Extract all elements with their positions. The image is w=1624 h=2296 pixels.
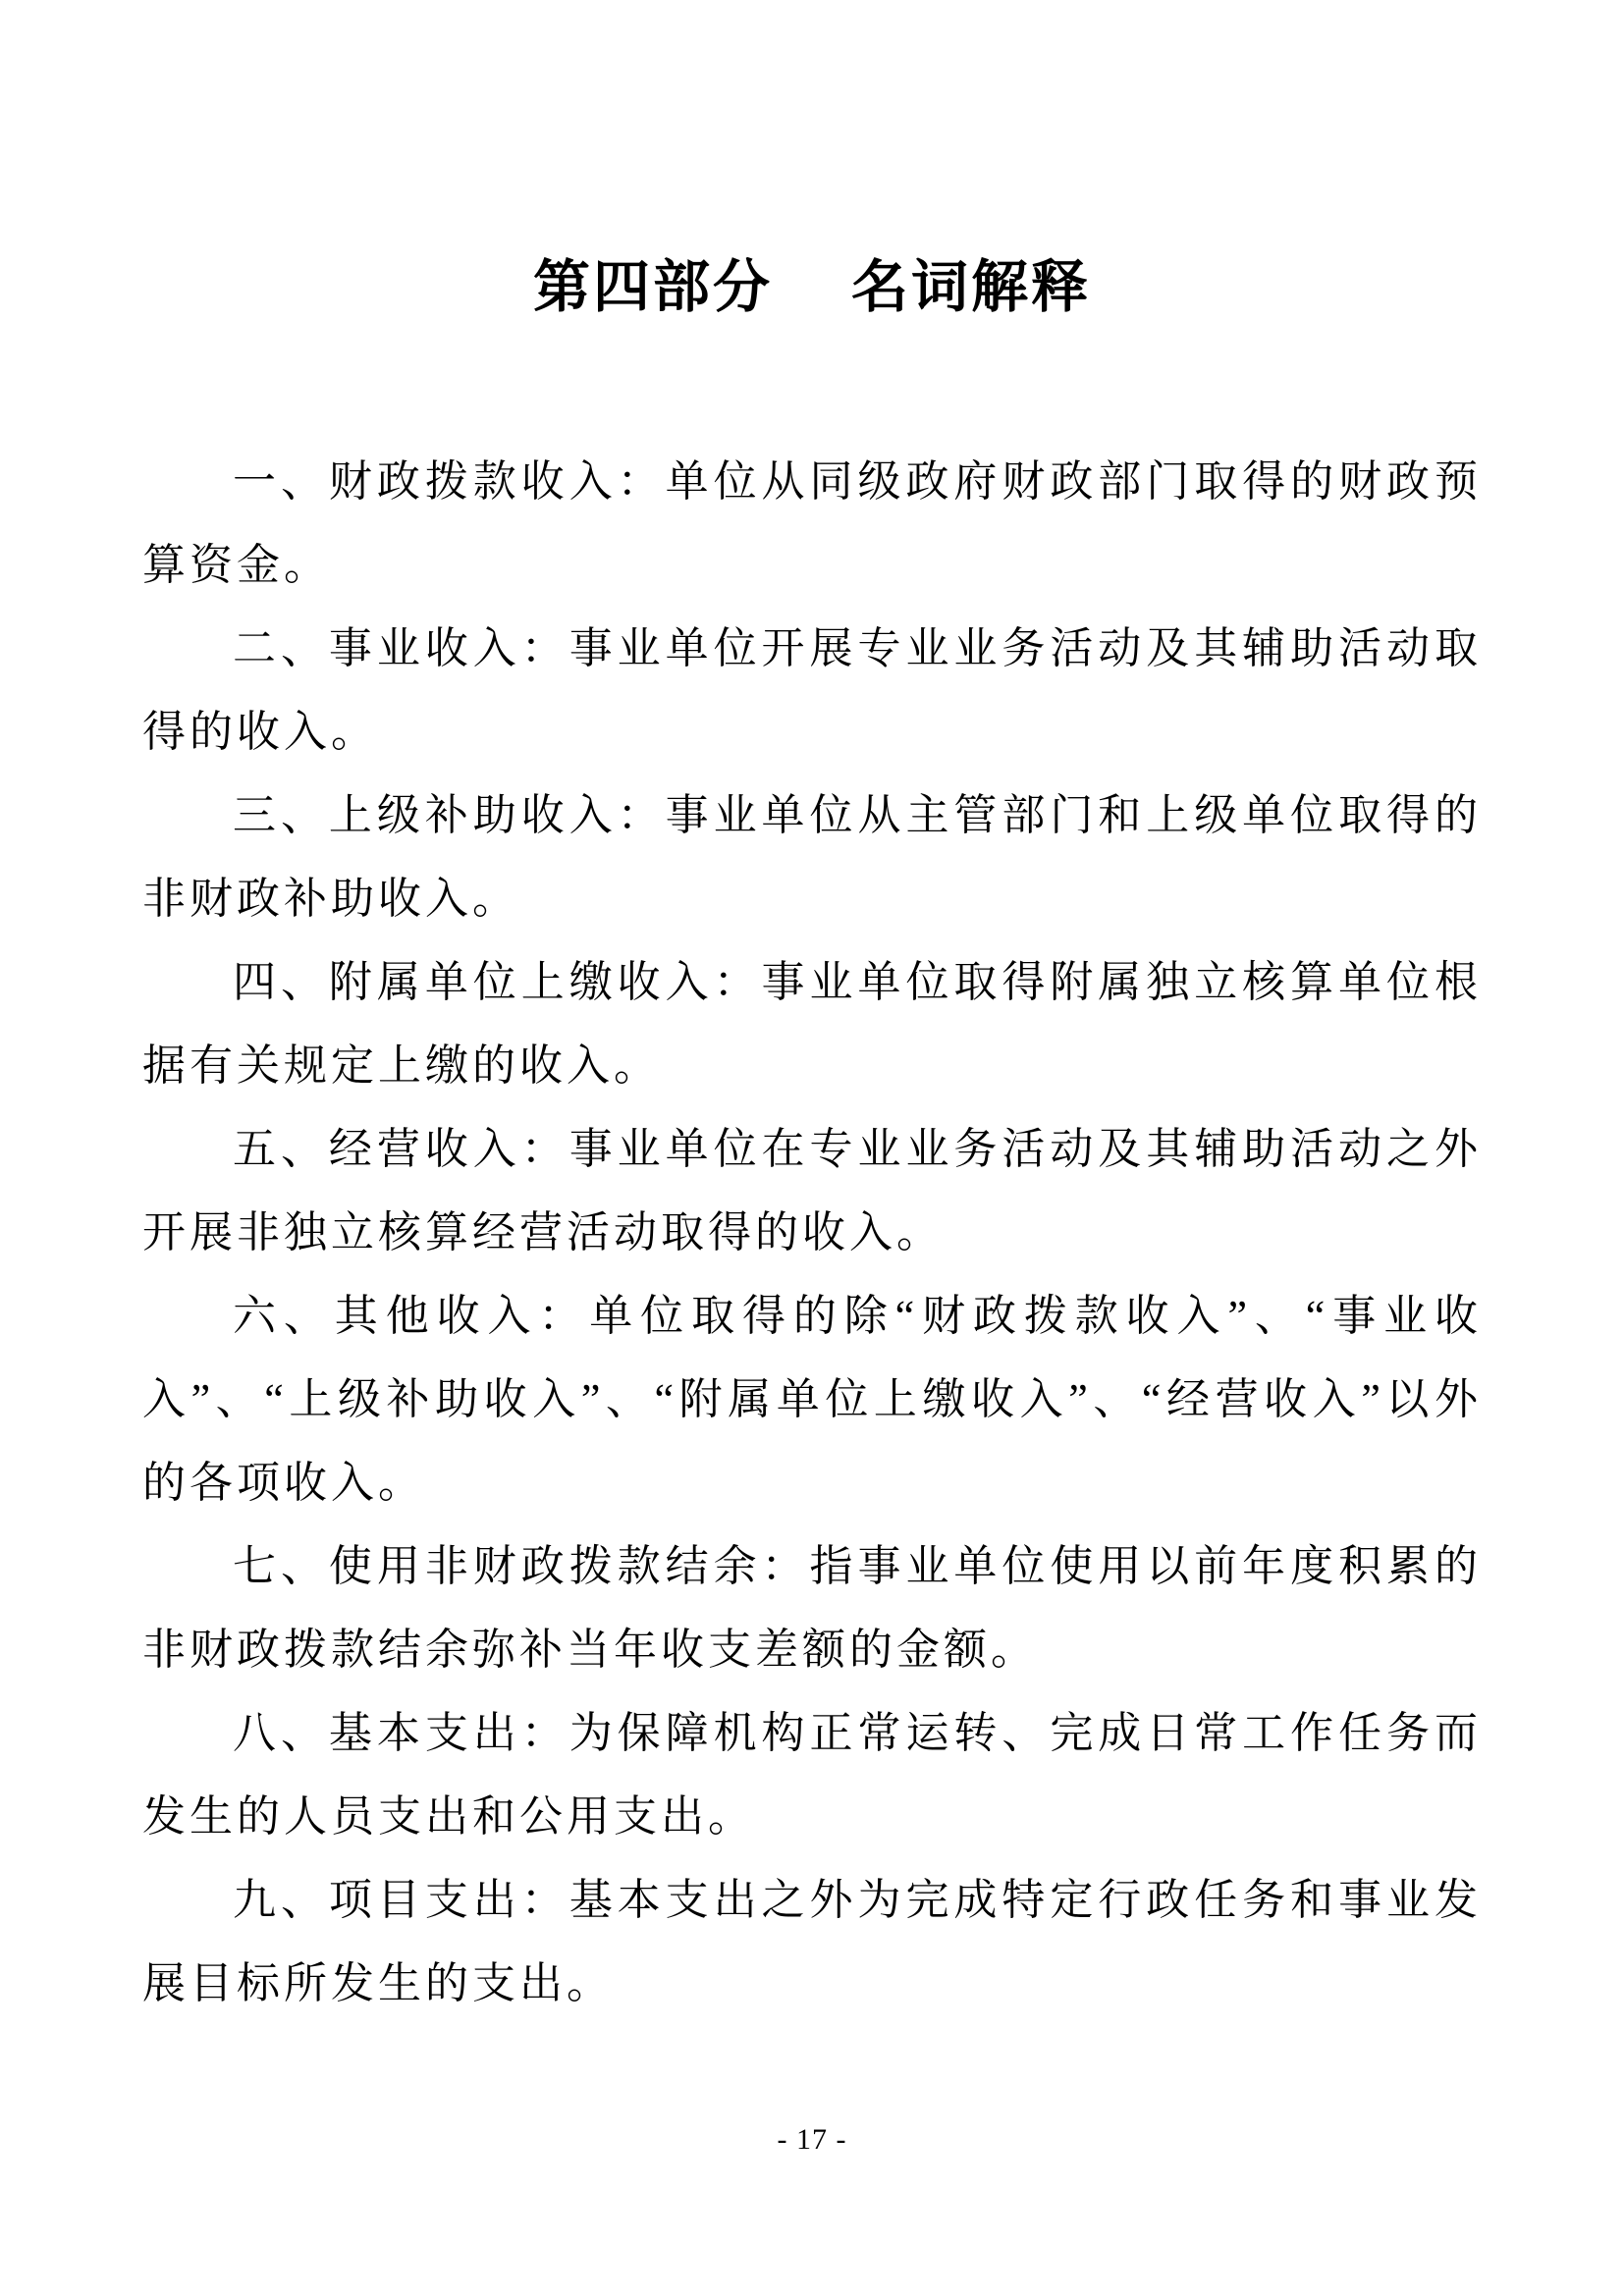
definition-paragraph-6: 六、其他收入：单位取得的除“财政拨款收入”、“事业收入”、“上级补助收入”、“附属单位上缴收入”、“经营收入”以外的各项收入。 — [142, 1292, 1482, 1507]
definition-paragraph-3: 三、上级补助收入：事业单位从主管部门和上级单位取得的非财政补助收入。 — [142, 791, 1482, 923]
definition-paragraph-9: 九、项目支出：基本支出之外为完成特定行政任务和事业发展目标所发生的支出。 — [142, 1876, 1482, 2007]
definition-paragraph-2: 二、事业收入：事业单位开展专业业务活动及其辅助活动取得的收入。 — [142, 624, 1482, 756]
page-number: - 17 - — [777, 2123, 847, 2156]
definition-paragraph-1: 一、财政拨款收入：单位从同级政府财政部门取得的财政预算资金。 — [142, 457, 1482, 589]
definition-paragraph-5: 五、经营收入：事业单位在专业业务活动及其辅助活动之外开展非独立核算经营活动取得的收入。 — [142, 1125, 1482, 1256]
page-title: 第四部分 名词解释 — [532, 255, 1092, 319]
definitions-section — [142, 440, 1482, 2025]
definition-paragraph-7: 七、使用非财政拨款结余：指事业单位使用以前年度积累的非财政拨款结余弥补当年收支差额的金额。 — [142, 1542, 1482, 1674]
definition-paragraph-8: 八、基本支出：为保障机构正常运转、完成日常工作任务而发生的人员支出和公用支出。 — [142, 1709, 1482, 1841]
definition-paragraph-4: 四、附属单位上缴收入：事业单位取得附属独立核算单位根据有关规定上缴的收入。 — [142, 958, 1482, 1090]
